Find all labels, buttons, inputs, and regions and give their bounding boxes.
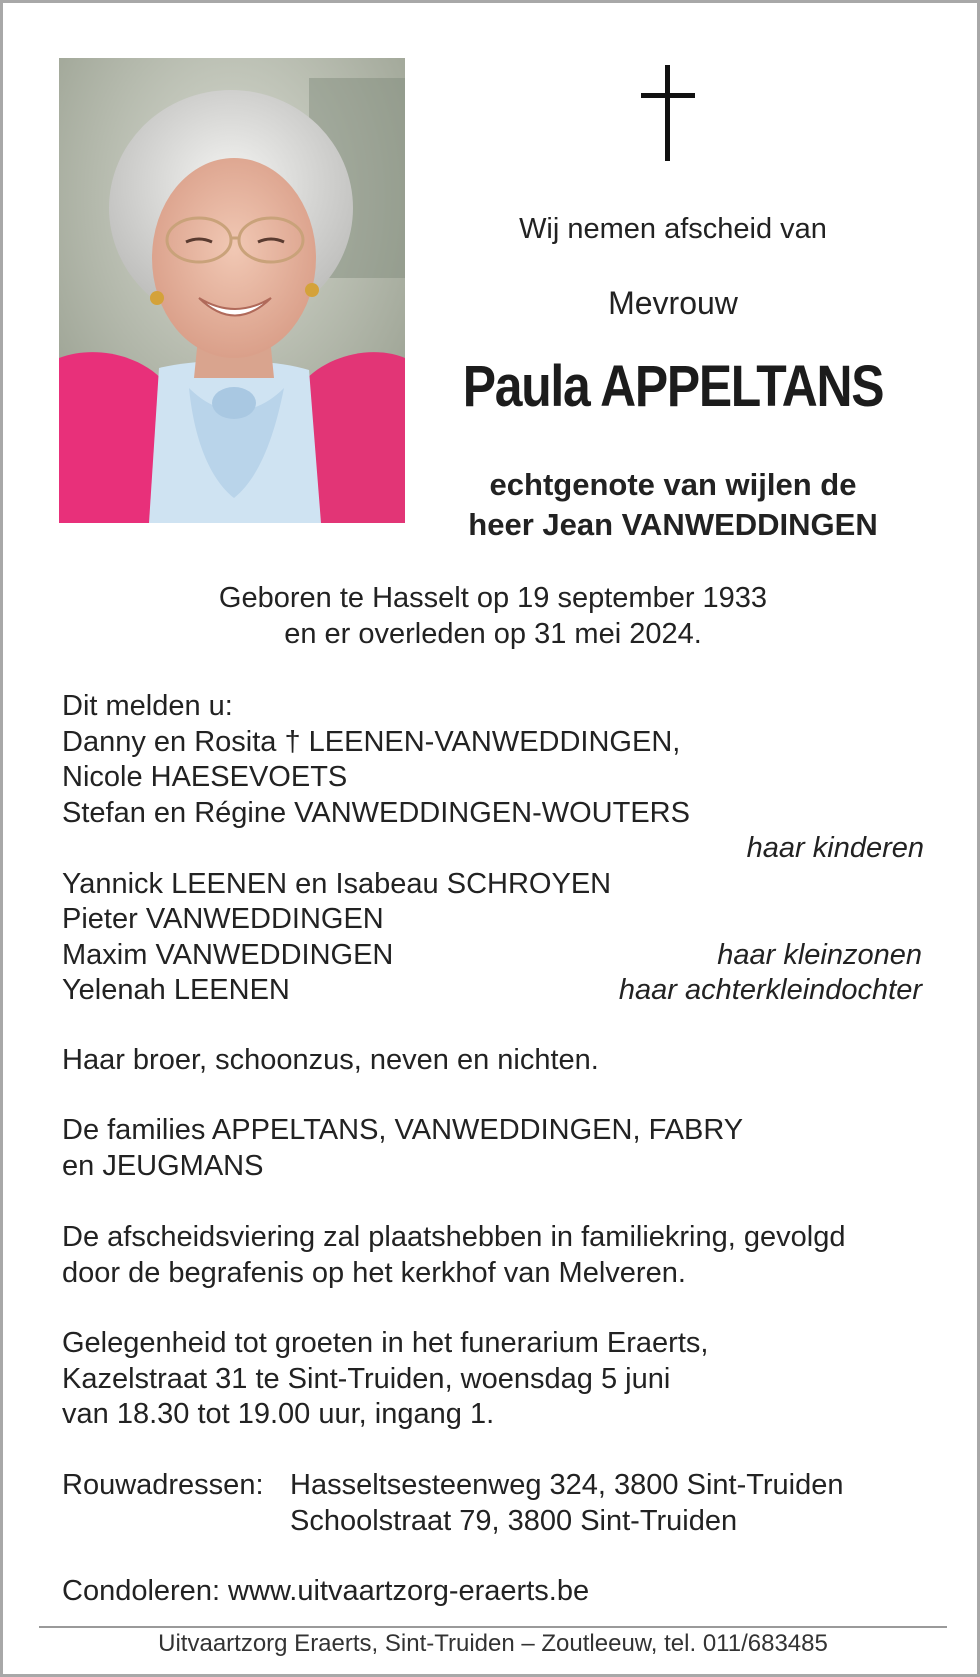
address-2: Schoolstraat 79, 3800 Sint-Truiden [290, 1504, 738, 1537]
condolences-line: Condoleren: www.uitvaartzorg-eraerts.be [62, 1575, 590, 1607]
child-3: Stefan en Régine VANWEDDINGEN-WOUTERS [62, 796, 690, 829]
visitation-text [62, 1326, 932, 1433]
spouse-info [423, 465, 923, 545]
grandchild-2: Pieter VANWEDDINGEN [62, 903, 384, 935]
address-row-1 [62, 1468, 942, 1504]
visit-line-1: Gelegenheid tot groeten in het funerarium Eraerts, [62, 1327, 709, 1359]
visit-line-3: van 18.30 tot 19.00 uur, ingang 1. [62, 1398, 495, 1430]
grandchildren-role: haar kleinzonen [717, 938, 922, 971]
portrait-illustration [59, 58, 405, 523]
address-label: Rouwadressen: [62, 1469, 264, 1501]
honorific: Mevrouw [608, 285, 738, 321]
funeral-home-footer: Uitvaartzorg Eraerts, Sint-Truiden – Zoutleeuw, tel. 011/683485 [158, 1630, 828, 1657]
child-2: Nicole HAESEVOETS [62, 761, 348, 793]
mourning-addresses [62, 1468, 942, 1539]
relatives-text [62, 1043, 932, 1079]
ceremony-text [62, 1220, 932, 1291]
ceremony-line-1: De afscheidsviering zal plaatshebben in familiekring, gevolgd [62, 1221, 846, 1253]
cross-icon [633, 63, 703, 163]
address-row-2 [62, 1504, 942, 1540]
child-1: Danny en Rosita † LEENEN-VANWEDDINGEN, [62, 725, 681, 758]
relatives-line: Haar broer, schoonzus, neven en nichten. [62, 1044, 599, 1076]
deceased-name: Paula APPELTANS [462, 354, 884, 419]
announce-intro: Dit melden u: [62, 690, 233, 722]
birth-death-info [123, 580, 863, 652]
children-role-row [62, 831, 932, 867]
great-grandchild-role: haar achterkleindochter [618, 974, 922, 1006]
grandchild-3-row [62, 938, 932, 974]
great-grandchild-row [62, 973, 932, 1009]
family-list [62, 689, 932, 1009]
intro-text: Wij nemen afscheid van [519, 213, 827, 245]
spouse-line-1: echtgenote van wijlen de [489, 467, 857, 502]
condolences-text [62, 1574, 932, 1610]
families-text [62, 1113, 932, 1184]
grandchild-1: Yannick LEENEN en Isabeau SCHROYEN [62, 867, 612, 900]
children-role: haar kinderen [746, 832, 924, 864]
address-1: Hasseltsesteenweg 324, 3800 Sint-Truiden [290, 1469, 844, 1501]
born-line-1: Geboren te Hasselt op 19 september 1933 [218, 582, 768, 614]
footer-divider [39, 1626, 947, 1628]
families-line-1: De families APPELTANS, VANWEDDINGEN, FABRY [62, 1114, 744, 1146]
born-line-2: en er overleden op 31 mei 2024. [284, 618, 702, 650]
spouse-line-2: heer Jean VANWEDDINGEN [468, 507, 878, 542]
visit-line-2: Kazelstraat 31 te Sint-Truiden, woensdag 5 juni [62, 1362, 671, 1395]
great-grandchild: Yelenah LEENEN [62, 974, 290, 1006]
ceremony-line-2: door de begrafenis op het kerkhof van Melveren. [62, 1256, 686, 1289]
families-line-2: en JEUGMANS [62, 1149, 264, 1182]
portrait-photo [59, 58, 405, 523]
grandchild-3: Maxim VANWEDDINGEN [62, 938, 394, 971]
